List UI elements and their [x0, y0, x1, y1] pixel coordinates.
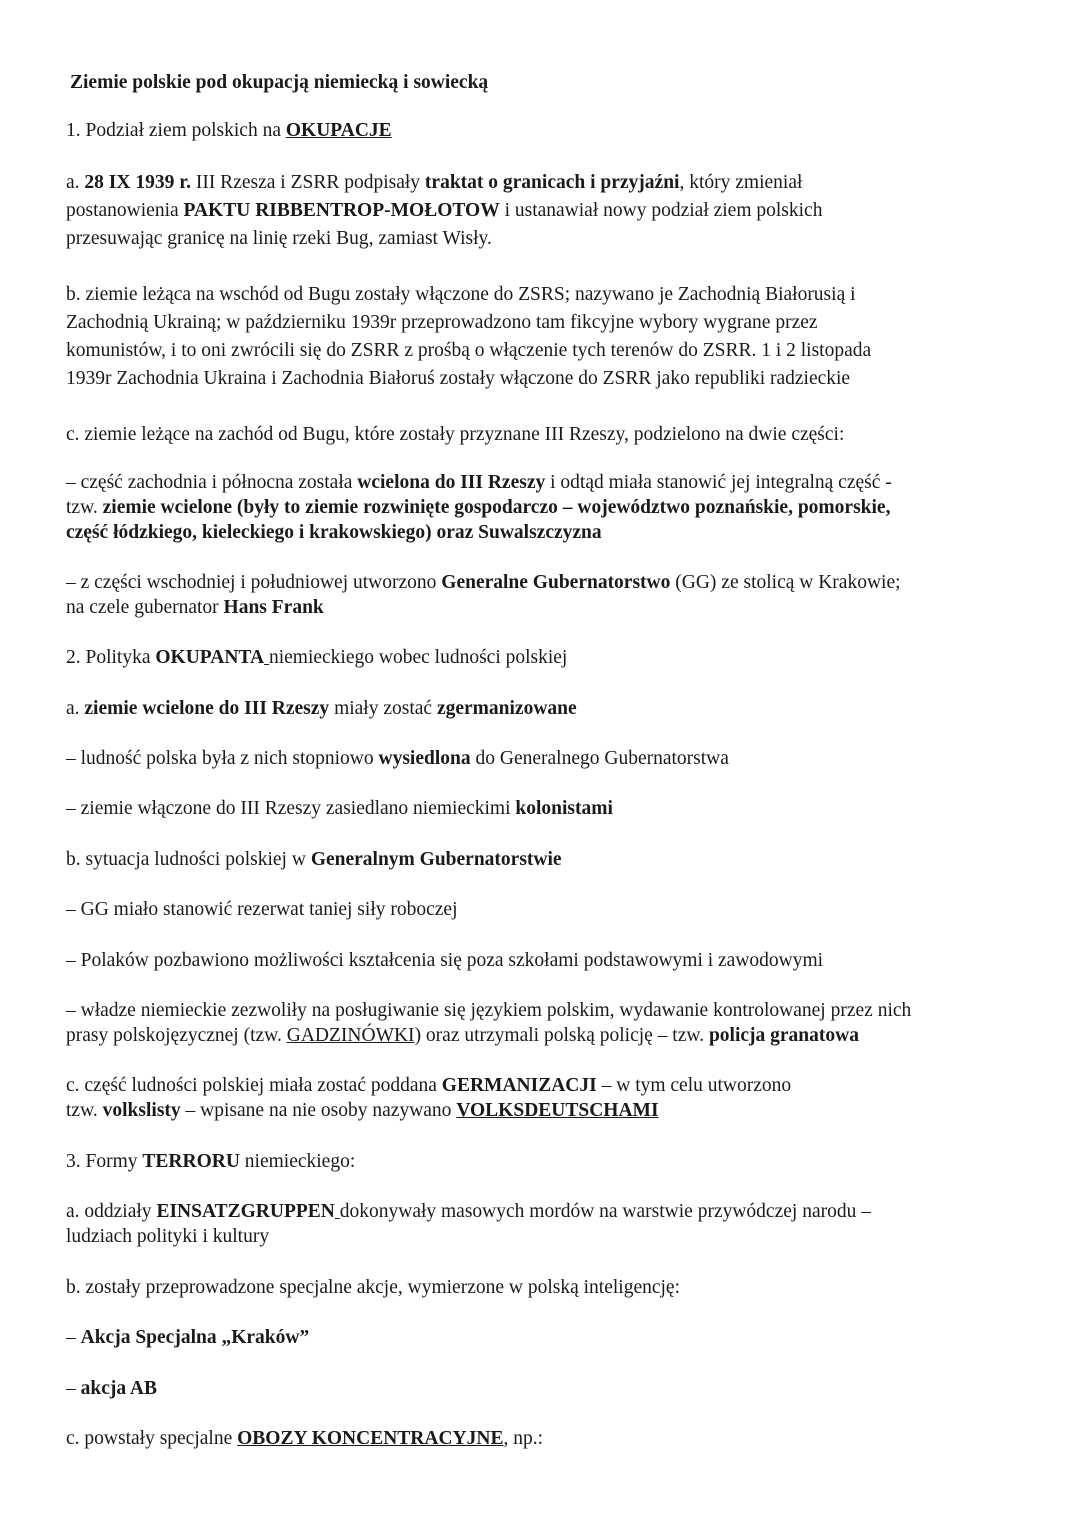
- text: prasy polskojęzycznej (tzw.: [66, 1025, 287, 1046]
- paragraph-1c: c. ziemie leżące na zachód od Bugu, które zostały przyznane III Rzeszy, podzielono na dwie części:: [66, 424, 845, 445]
- paragraph-2b-item-3-line-1: – władze niemieckie zezwoliły na posługiwanie się językiem polskim, wydawanie kontrolowanej przez nich: [66, 1000, 912, 1021]
- paragraph-3a-line-2: ludziach polityki i kultury: [66, 1226, 270, 1247]
- paragraph-1c-item-1-line-3: [66, 520, 602, 545]
- bold-term: OKUPANTA: [155, 647, 265, 668]
- text: a.: [66, 172, 85, 193]
- paragraph-2c-line-1: [66, 1073, 791, 1098]
- text: ) oraz utrzymali polską policję – tzw.: [414, 1025, 709, 1046]
- text: tzw.: [66, 497, 103, 518]
- paragraph-1a-line-1: [66, 170, 802, 195]
- underlined-term: VOLKSDEUTSCHAMI: [456, 1100, 659, 1121]
- bold-term: Akcja Specjalna „Kraków”: [80, 1327, 310, 1348]
- bold-name: Hans Frank: [223, 597, 324, 618]
- underlined-term: GADZINÓWKI: [286, 1025, 415, 1046]
- bold-term: ziemie wcielone (były to ziemie rozwinięte gospodarczo – województwo poznańskie, pomorskie,: [102, 497, 891, 518]
- text: 2. Polityka: [66, 647, 156, 668]
- text: tzw.: [66, 1100, 103, 1121]
- bold-term: wysiedlona: [378, 748, 471, 769]
- bold-term: traktat o granicach i przyjaźni: [424, 172, 680, 193]
- text: dokonywały masowych mordów na warstwie przywódczej narodu –: [339, 1201, 871, 1222]
- text: niemieckiego:: [239, 1151, 356, 1172]
- text: a.: [66, 698, 85, 719]
- text: a. oddziały: [66, 1201, 157, 1222]
- text: (GG) ze stolicą w Krakowie;: [670, 572, 901, 593]
- section-2-heading: [66, 645, 567, 670]
- text: , np.:: [503, 1428, 544, 1449]
- text: – wpisane na nie osoby nazywano: [180, 1100, 457, 1121]
- document-title: Ziemie polskie pod okupacją niemiecką i sowiecką: [70, 72, 489, 93]
- bold-term: EINSATZGRUPPEN: [156, 1201, 335, 1222]
- bold-date: 28 IX 1939 r.: [84, 172, 191, 193]
- paragraph-2b-item-2: – Polaków pozbawiono możliwości kształcenia się poza szkołami podstawowymi i zawodowymi: [66, 950, 824, 971]
- bold-term: część łódzkiego, kieleckiego i krakowskiego) oraz Suwalszczyzna: [66, 522, 602, 543]
- bold-term: GERMANIZACJI: [441, 1075, 597, 1096]
- bold-term: volkslisty: [102, 1100, 181, 1121]
- paragraph-1b-line-4: 1939r Zachodnia Ukraina i Zachodnia Białoruś zostały włączone do ZSRR jako republiki radzieckie: [66, 368, 851, 389]
- paragraph-2b-item-3-line-2: [66, 1023, 859, 1048]
- paragraph-1b-line-3: komunistów, i to oni zwrócili się do ZSRR z prośbą o włączenie tych terenów do ZSRR. 1 i 2 listopada: [66, 340, 872, 361]
- text: –: [66, 1327, 81, 1348]
- text: niemieckiego wobec ludności polskiej: [268, 647, 568, 668]
- bold-term: akcja AB: [80, 1378, 158, 1399]
- paragraph-1a-line-2: [66, 198, 822, 223]
- paragraph-1c-item-1-line-1: [66, 470, 892, 495]
- paragraph-3b-item-1: [66, 1325, 309, 1350]
- paragraph-2a-item-1: [66, 746, 729, 771]
- bold-term: zgermanizowane: [436, 698, 577, 719]
- text: c. część ludności polskiej miała zostać poddana: [66, 1075, 442, 1096]
- underlined-term: OBOZY KONCENTRACYJNE: [237, 1428, 504, 1449]
- paragraph-3a-line-1: [66, 1199, 871, 1224]
- text: – część zachodnia i północna została: [66, 472, 358, 493]
- text: miały zostać: [329, 698, 437, 719]
- text: – w tym celu utworzono: [596, 1075, 792, 1096]
- text: i odtąd miała stanowić jej integralną część -: [545, 472, 892, 493]
- section-3-heading: [66, 1149, 355, 1174]
- text: i ustanawiał nowy podział ziem polskich: [499, 200, 823, 221]
- text: – ziemie włączone do III Rzeszy zasiedlano niemieckimi: [66, 798, 516, 819]
- bold-term: kolonistami: [515, 798, 613, 819]
- paragraph-2a-item-2: [66, 796, 613, 821]
- text: b. sytuacja ludności polskiej w: [66, 849, 311, 870]
- paragraph-1c-item-2-line-1: [66, 570, 901, 595]
- paragraph-1c-item-2-line-2: [66, 595, 324, 620]
- bold-term: policja granatowa: [708, 1025, 859, 1046]
- text: postanowienia: [66, 200, 184, 221]
- paragraph-2c-line-2: [66, 1098, 659, 1123]
- bold-term: wcielona do III Rzeszy: [357, 472, 546, 493]
- bold-term: TERRORU: [142, 1151, 240, 1172]
- paragraph-2b: [66, 847, 562, 872]
- text: – z części wschodniej i południowej utworzono: [66, 572, 442, 593]
- bold-term: Generalnym Gubernatorstwie: [310, 849, 562, 870]
- paragraph-1a-line-3: przesuwając granicę na linię rzeki Bug, zamiast Wisły.: [66, 228, 492, 249]
- section-1-heading: [66, 118, 392, 143]
- heading-underlined-term: OKUPACJE: [285, 120, 392, 141]
- text: –: [66, 1378, 81, 1399]
- paragraph-1b-line-2: Zachodnią Ukrainą; w październiku 1939r przeprowadzono tam fikcyjne wybory wygrane przez: [66, 312, 818, 333]
- paragraph-3b: b. zostały przeprowadzone specjalne akcje, wymierzone w polską inteligencję:: [66, 1277, 681, 1298]
- text: III Rzesza i ZSRR podpisały: [190, 172, 425, 193]
- paragraph-1c-item-1-line-2: [66, 495, 890, 520]
- text: – ludność polska była z nich stopniowo: [66, 748, 379, 769]
- paragraph-1b-line-1: b. ziemie leżąca na wschód od Bugu zostały włączone do ZSRS; nazywano je Zachodnią Białorusią i: [66, 284, 856, 305]
- bold-term: ziemie wcielone do III Rzeszy: [84, 698, 330, 719]
- paragraph-3c: [66, 1426, 543, 1451]
- text: c. powstały specjalne: [66, 1428, 238, 1449]
- paragraph-2a: [66, 696, 577, 721]
- paragraph-2b-item-1: – GG miało stanowić rezerwat taniej siły roboczej: [66, 899, 458, 920]
- heading-text: 1. Podział ziem polskich na: [66, 120, 286, 141]
- text: do Generalnego Gubernatorstwa: [470, 748, 729, 769]
- paragraph-3b-item-2: [66, 1376, 157, 1401]
- text: na czele gubernator: [66, 597, 224, 618]
- bold-term: Generalne Gubernatorstwo: [441, 572, 671, 593]
- bold-term: PAKTU RIBBENTROP-MOŁOTOW: [183, 200, 500, 221]
- text: 3. Formy: [66, 1151, 143, 1172]
- text: , który zmieniał: [679, 172, 803, 193]
